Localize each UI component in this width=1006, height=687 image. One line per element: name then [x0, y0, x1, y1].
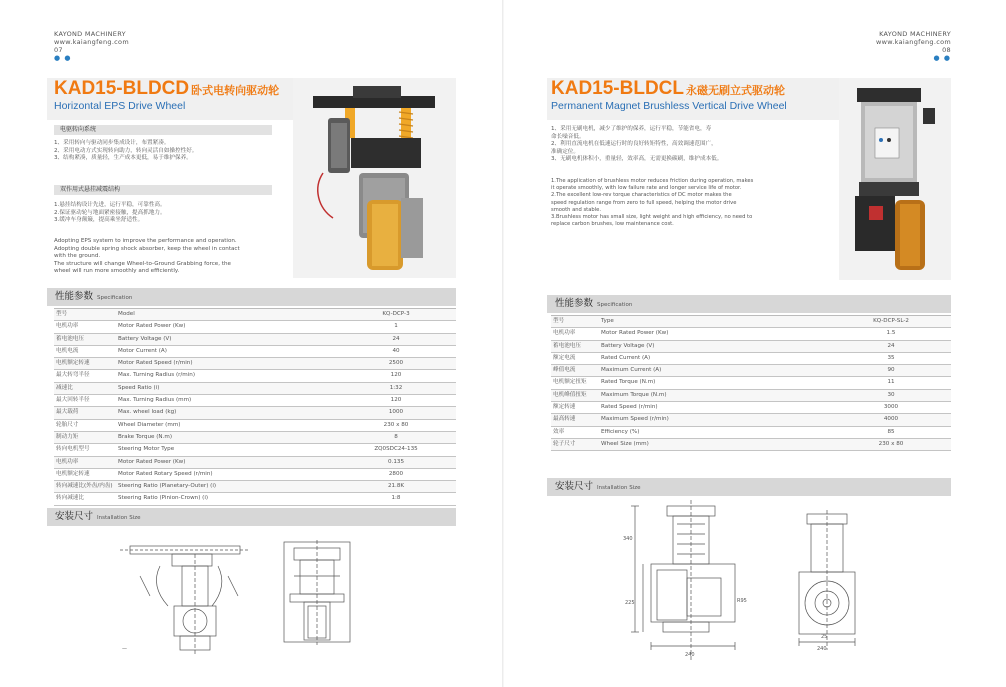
- feature-line: 1.悬挂结构设计先进，运行平稳，可靠性高。: [54, 202, 166, 208]
- spec-label-en: Rated Speed (r/min): [601, 404, 658, 411]
- spec-label-en: Motor Rated Rotary Speed (r/min): [118, 470, 213, 477]
- feature-line: 3、无刷电机体积小，重量轻，效率高，无需更换碳刷，维护成本低。: [551, 156, 723, 163]
- spec-value: 11: [887, 379, 895, 386]
- spec-value: 230 x 80: [383, 421, 409, 428]
- spec-label-en: Steering Ratio (Pinion-Crown) (i): [118, 495, 209, 502]
- spec-row: [551, 427, 951, 439]
- page-number: 07: [54, 46, 63, 54]
- dim-radius: R95: [737, 598, 747, 604]
- spec-label-en: Maximum Speed (r/min): [601, 416, 669, 423]
- brand-dots: ● ●: [54, 54, 72, 62]
- spec-value: 35: [887, 354, 895, 361]
- spec-row: [54, 395, 456, 407]
- spec-label-cn: 蓄电池电压: [56, 335, 84, 342]
- spec-label-en: Max. Turning Radius (r/min): [118, 372, 196, 379]
- spec-label-cn: 最大转弯半径: [56, 372, 90, 379]
- spec-label-cn: 电机功率: [56, 323, 79, 330]
- install-header-en: Installation Size: [597, 485, 641, 491]
- spec-row: [54, 457, 456, 469]
- spec-label-cn: 电机峰值扭矩: [553, 391, 587, 398]
- subheading-eps: 电驱转向系统: [54, 125, 272, 135]
- spec-label-en: Speed Ratio (i): [118, 384, 160, 391]
- feature-line: 3.Brushless motor has small size, light weight and high efficiency, no need to: [551, 214, 753, 221]
- spec-header-en: Specification: [97, 295, 133, 301]
- spec-row: [54, 383, 456, 395]
- spec-row: [54, 407, 456, 419]
- spec-value: 3000: [883, 404, 899, 411]
- spec-row: [551, 414, 951, 426]
- feature-line: 2、利用直流电机在低速运行时的良好转矩特性，高效调速范围广，: [551, 141, 717, 148]
- install-header-right: [547, 478, 951, 496]
- spec-row: [551, 341, 951, 353]
- technical-drawing: [280, 540, 355, 645]
- spec-label-cn: 电机额定转速: [56, 470, 90, 477]
- spec-row: [551, 390, 951, 402]
- spec-label-cn: 电机电流: [56, 347, 79, 354]
- svg-text:—: —: [122, 646, 127, 652]
- feature-line: Adopting double spring shock absorber, keep the wheel in contact: [54, 245, 240, 252]
- spec-value: KQ-DCP-3: [382, 311, 410, 317]
- product-title-cn: 卧式电转向驱动轮: [191, 85, 280, 97]
- spec-value: 4000: [883, 416, 899, 423]
- spec-label-en: Type: [601, 318, 614, 324]
- spec-value: 1:8: [391, 495, 401, 502]
- spec-row: [551, 365, 951, 377]
- spec-table-right: [551, 315, 951, 451]
- spec-value: 1.5: [886, 330, 896, 337]
- features2-cn-left: [54, 202, 166, 225]
- feature-line: speed regulation range from zero to full speed, helping the motor drive: [551, 199, 737, 206]
- feature-line: 2.保证驱动轮与地面紧密接触，提高抓地力。: [54, 209, 166, 216]
- subheading-suspension: 双作用式悬挂减震结构: [54, 185, 272, 195]
- spec-label-en: Maximum Current (A): [601, 367, 662, 374]
- spec-label-en: Efficiency (%): [601, 428, 640, 435]
- spec-value: KQ-DCP-SL-2: [873, 318, 909, 324]
- spec-value: 85: [887, 428, 895, 435]
- spec-label-en: Motor Current (A): [118, 347, 167, 354]
- spec-label-en: Motor Rated Power (Kw): [601, 330, 669, 337]
- spec-label-cn: 效率: [553, 428, 565, 435]
- spec-value: 1000: [388, 409, 404, 416]
- spec-row: [551, 328, 951, 340]
- spec-label-cn: 额定电流: [553, 354, 576, 361]
- brand-website: www.kaiangfeng.com: [54, 38, 129, 46]
- spec-value: 90: [887, 367, 895, 374]
- feature-line: 1.The application of brushless motor reduces friction during operation, makes: [551, 178, 754, 184]
- feature-line: The structure will change Wheel-to-Ground Grabbing force, the: [54, 260, 231, 267]
- feature-line: 1、采用转向与驱动同步集成设计，布置紧凑。: [54, 140, 170, 146]
- spec-label-en: Model: [118, 311, 135, 317]
- install-header-cn: 安装尺寸: [55, 511, 94, 522]
- spec-label-cn: 转向减速比(外齿/内齿): [56, 483, 113, 490]
- spec-label-en: Battery Voltage (V): [118, 335, 172, 342]
- product-subtitle-left: Horizontal EPS Drive Wheel: [54, 100, 186, 112]
- technical-drawing: [120, 536, 250, 656]
- product-photo-right: [839, 78, 951, 280]
- brand-dots: ● ●: [933, 54, 951, 62]
- spec-row: [54, 469, 456, 481]
- spec-label-cn: 制动力矩: [56, 433, 79, 440]
- product-title-left: [54, 78, 279, 100]
- product-model: KAD15-BLDCD: [54, 78, 190, 99]
- spec-value: 120: [390, 397, 402, 404]
- spec-row: [551, 377, 951, 389]
- install-header-left: [47, 508, 456, 526]
- spec-value: 2800: [388, 470, 404, 477]
- horizontal-drive-wheel-image: [293, 78, 456, 278]
- page-number: 08: [942, 46, 951, 54]
- spec-row: [54, 481, 456, 493]
- spec-label-cn: 最大回转半径: [56, 397, 90, 404]
- spec-label-en: Rated Torque (N.m): [601, 379, 656, 386]
- install-drawing-front-left: [120, 536, 250, 656]
- right-page: [503, 0, 1006, 687]
- spec-value: 8: [394, 433, 398, 440]
- spec-row: [551, 353, 951, 365]
- brand-block-right: [876, 30, 951, 62]
- spec-value: 1: [394, 323, 398, 330]
- spec-row: [54, 420, 456, 432]
- product-model: KAD15-BLDCL: [551, 78, 684, 99]
- spec-row: [551, 402, 951, 414]
- feature-line: replace carbon brushes, low maintenance cost.: [551, 221, 674, 228]
- feature-line: 2.The excellent low-rev torque characteristics of DC motor makes the: [551, 192, 732, 199]
- spec-table-left: [54, 308, 456, 506]
- spec-row: [54, 493, 456, 505]
- spec-value: 40: [392, 347, 400, 354]
- spec-label-cn: 电机额定转速: [56, 360, 90, 367]
- brand-website: www.kaiangfeng.com: [876, 38, 951, 46]
- spec-header-right: [547, 295, 951, 313]
- spec-header-left: [47, 288, 456, 306]
- spec-value: 21.8K: [387, 483, 405, 490]
- spec-label-cn: 型号: [56, 311, 68, 317]
- spec-label-cn: 减速比: [56, 384, 73, 391]
- feature-line: 准确定位。: [551, 148, 579, 155]
- dim-depth: 240: [685, 652, 695, 658]
- spec-value: 1:32: [389, 384, 403, 391]
- spec-header-en: Specification: [597, 302, 633, 308]
- spec-value: 120: [390, 372, 402, 379]
- spec-row: [54, 346, 456, 358]
- features-cn-left: [54, 140, 197, 163]
- install-header-cn: 安装尺寸: [555, 481, 594, 492]
- install-drawing-side-left: [280, 540, 355, 645]
- spec-row: [54, 334, 456, 346]
- dim-width-bottom: 240: [817, 646, 827, 650]
- spec-row: [54, 370, 456, 382]
- spec-label-en: Max. wheel load (kg): [118, 409, 177, 416]
- spec-label-en: Motor Rated Power (Kw): [118, 458, 186, 465]
- spec-label-cn: 峰值电流: [553, 367, 576, 374]
- feature-line: with the ground.: [54, 253, 101, 260]
- brand-block-left: [54, 30, 129, 62]
- spec-row: [551, 439, 951, 451]
- feature-line: 3、结构紧凑，质量轻，生产成本更低，易于维护保养。: [54, 155, 192, 162]
- dim-width-top: 225: [625, 600, 635, 606]
- vertical-drive-wheel-image: [839, 78, 951, 280]
- features-cn-right: [551, 126, 722, 164]
- product-title-right: [551, 78, 785, 100]
- spec-row: [54, 444, 456, 456]
- spec-value: 230 x 80: [878, 440, 904, 447]
- spec-label-en: Wheel Size (mm): [601, 440, 649, 447]
- product-photo-left: [293, 78, 456, 278]
- feature-line: smooth and stable.: [551, 206, 601, 213]
- spec-row: [54, 321, 456, 333]
- product-subtitle-right: Permanent Magnet Brushless Vertical Drive Wheel: [551, 100, 787, 112]
- spec-value: 24: [887, 342, 895, 349]
- spec-label-cn: 最高转速: [553, 416, 576, 423]
- spec-value: 30: [887, 391, 895, 398]
- spec-label-en: Battery Voltage (V): [601, 342, 655, 349]
- spec-label-en: Motor Rated Power (Kw): [118, 323, 186, 330]
- dim-height: 340: [623, 536, 633, 542]
- feature-line: 2、采用电动方式实现转向助力，转向灵活自如操控性好。: [54, 147, 198, 154]
- spec-label-en: Brake Torque (N.m): [118, 433, 173, 440]
- spec-label-cn: 轮子尺寸: [553, 440, 576, 447]
- install-drawing-side-right: [793, 510, 863, 650]
- technical-drawing: [793, 510, 863, 650]
- spec-value: 2500: [388, 360, 404, 367]
- spec-label-en: Steering Motor Type: [118, 446, 175, 453]
- spec-row: [551, 316, 951, 328]
- brand-company: KAYOND MACHINERY: [54, 30, 126, 38]
- spec-value: ZQ0SDC24-135: [374, 446, 418, 453]
- feature-line: it operate smoothly, with low failure rate and longer service life of motor.: [551, 185, 742, 192]
- spec-label-cn: 型号: [553, 318, 565, 324]
- spec-label-en: Wheel Diameter (mm): [118, 421, 181, 428]
- spec-label-en: Maximum Torque (N.m): [601, 391, 667, 398]
- features-en-right: [551, 178, 753, 228]
- install-header-en: Installation Size: [97, 515, 141, 521]
- brand-company: KAYOND MACHINERY: [879, 30, 951, 38]
- feature-line: 3.缓冲车身颠簸，提高乘坐舒适性。: [54, 217, 144, 224]
- install-drawing-front-right: [623, 500, 758, 660]
- features-en-left: [54, 238, 240, 276]
- spec-label-cn: 最大载荷: [56, 409, 79, 416]
- spec-label-cn: 转向电机型号: [56, 446, 90, 453]
- spec-label-en: Motor Rated Speed (r/min): [118, 360, 193, 367]
- spec-value: 0.135: [387, 458, 404, 465]
- feature-line: Adopting EPS system to improve the performance and operation.: [54, 238, 237, 244]
- spec-label-cn: 额定转速: [553, 404, 576, 411]
- spec-label-en: Max. Turning Radius (mm): [118, 397, 192, 404]
- spec-label-cn: 蓄电池电压: [553, 342, 581, 349]
- spec-value: 24: [392, 335, 400, 342]
- spec-label-cn: 电机额定扭矩: [553, 379, 587, 386]
- spec-label-cn: 电机功率: [56, 458, 79, 465]
- spec-header-cn: 性能参数: [55, 291, 94, 302]
- spec-row: [54, 309, 456, 321]
- feature-line: wheel will run more smoothly and efficiently.: [54, 268, 180, 275]
- dim-offset: 25: [821, 634, 828, 640]
- feature-line: 命长噪音低。: [551, 133, 585, 140]
- spec-header-cn: 性能参数: [555, 298, 594, 309]
- feature-line: 1、采用无刷电机，减少了维护的保养，运行平稳，节能省电，寿: [551, 126, 712, 132]
- spec-label-en: Steering Ratio (Planetary-Outer) (i): [118, 483, 217, 490]
- product-title-cn: 永磁无刷立式驱动轮: [686, 85, 785, 97]
- spec-label-cn: 轮胎尺寸: [56, 421, 79, 428]
- spec-label-cn: 转向减速比: [56, 495, 84, 502]
- technical-drawing: [623, 500, 758, 660]
- spec-row: [54, 358, 456, 370]
- spec-row: [54, 432, 456, 444]
- spec-label-cn: 电机功率: [553, 330, 576, 337]
- spec-label-en: Rated Current (A): [601, 354, 651, 361]
